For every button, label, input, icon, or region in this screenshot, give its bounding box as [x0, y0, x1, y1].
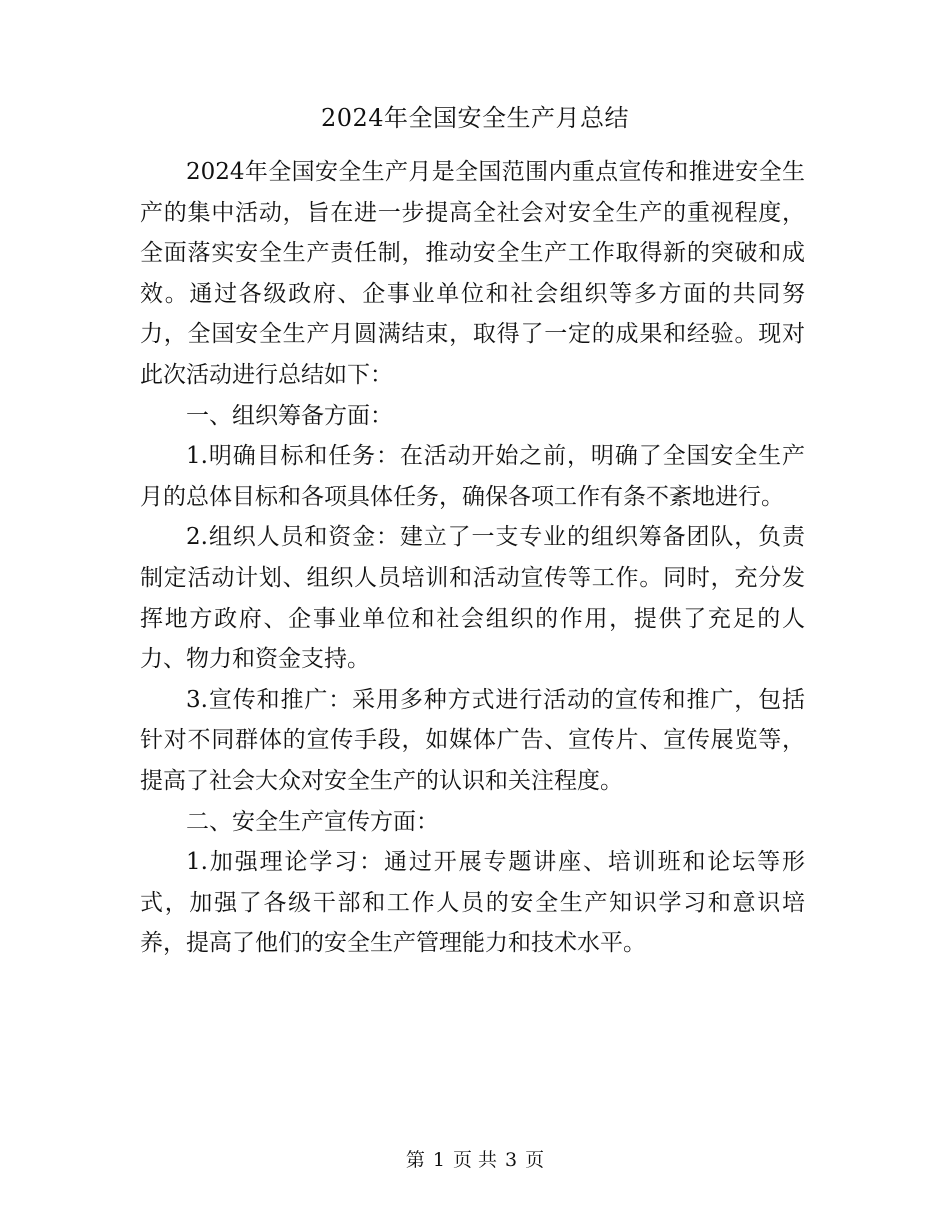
paragraph-intro: 2024年全国安全生产月是全国范围内重点宣传和推进安全生产的集中活动，旨在进一步提高全社会对安全生产的重视程度，全面落实安全生产责任制，推动安全生产工作取得新的突破和成效。通过各级政府、企事业单位和社会组织等多方面的共同努力，全国安全生产月圆满结束，取得了一定的成果和经验。现对此次活动进行总结如下： — [140, 159, 805, 388]
footer-suffix: 页 — [525, 1149, 545, 1171]
paragraph-item-theory: 1.加强理论学习：通过开展专题讲座、培训班和论坛等形式，加强了各级干部和工作人员的安全生产知识学习和意识培养，提高了他们的安全生产管理能力和技术水平。 — [140, 849, 805, 957]
document-title: 2024年全国安全生产月总结 — [320, 104, 630, 132]
footer-page-current: 1 — [432, 1149, 445, 1171]
footer-prefix: 第 — [405, 1149, 425, 1171]
paragraph-item-promotion: 3.宣传和推广：采用多种方式进行活动的宣传和推广，包括针对不同群体的宣传手段，如媒体广告、宣传片、宣传展览等，提高了社会大众对安全生产的认识和关注程度。 — [140, 686, 805, 794]
paragraph-item-goals: 1.明确目标和任务：在活动开始之前，明确了全国安全生产月的总体目标和各项具体任务，确保各项工作有条不紊地进行。 — [140, 443, 805, 510]
section-heading-publicity: 二、安全生产宣传方面： — [186, 808, 439, 835]
section-heading-organization: 一、组织筹备方面： — [186, 402, 393, 429]
page-footer — [0, 1146, 950, 1174]
document-body — [140, 152, 805, 964]
paragraph-item-personnel: 2.组织人员和资金：建立了一支专业的组织筹备团队，负责制定活动计划、组织人员培训和活动宣传等工作。同时，充分发挥地方政府、企事业单位和社会组织的作用，提供了充足的人力、物力和资金支持。 — [140, 524, 805, 673]
footer-mid: 页 共 — [452, 1149, 498, 1171]
footer-page-total: 3 — [505, 1149, 518, 1171]
